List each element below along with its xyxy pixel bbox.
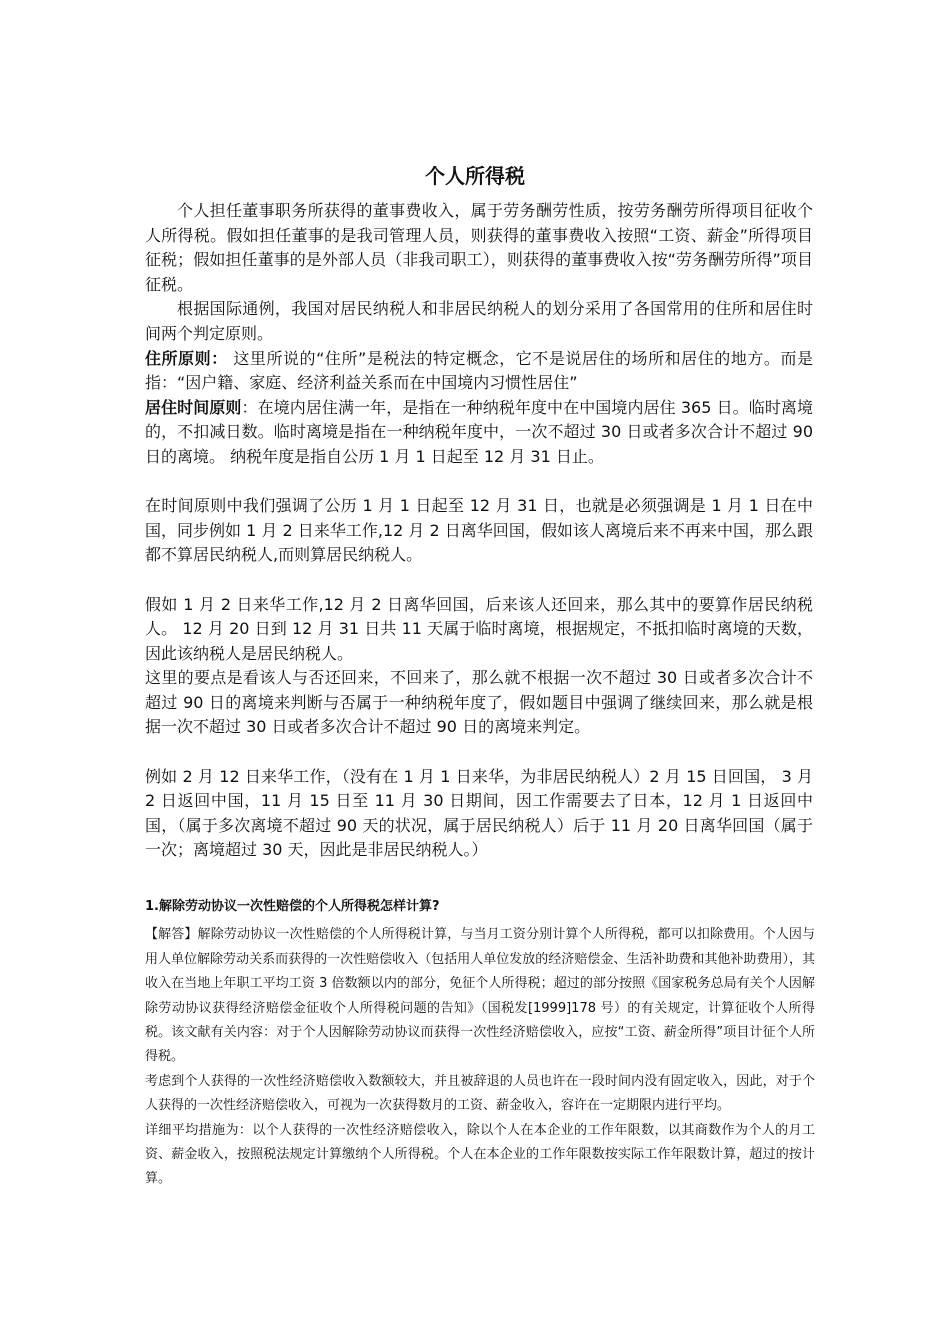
residence-time-principle-text: ：在境内居住满一年，是指在一种纳税年度中在中国境内居住 365 日。临时离境的，不扣减日数。临时离境是指在一种纳税年度中，一次不超过 30 日或者多次合计不超过 90 日的离境。 纳税年度是指自公历 1 月 1 日起至 12 月 31 日止。 bbox=[145, 397, 813, 466]
paragraph-japan-example: 例如 2 月 12 日来华工作，（没有在 1 月 1 日来华，为非居民纳税人）2 月 15 日回国， 3 月 2 日返回中国，11 月 15 日至 11 月 30 日期间，因工作需要去了日本，12 月 1 日返回中国，（属于多次离境不超过 90 天的状况，属于居民纳税人）后于 11 月 20 日离华回国（属于一次；离境超过 30 天，因此是非居民纳税人。） bbox=[145, 766, 813, 860]
qa-question: 1.解除劳动协议一次性赔偿的个人所得税怎样计算? bbox=[145, 899, 440, 914]
paragraph-director-fees: 个人担任董事职务所获得的董事费收入，属于劳务酬劳性质，按劳务酬劳所得项目征收个人所得税。假如担任董事的是我司管理人员，则获得的董事费收入按照“工资、薪金”所得项目征税；假如担任董事的是外部人员（非我司职工），则获得的董事费收入按“劳务酬劳所得”项目征税。 bbox=[145, 201, 813, 294]
document-title: 个人所得税 bbox=[425, 164, 525, 188]
paragraph-domicile-principle bbox=[145, 347, 813, 396]
qa-answer-1: 【解答】解除劳动协议一次性赔偿的个人所得税计算，与当月工资分别计算个人所得税，都可以扣除费用。个人因与用人单位解除劳动关系而获得的一次性赔偿收入（包括用人单位发放的经济赔偿金、生活补助费和其他补助费用），其收入在当地上年职工平均工资 3 倍数额以内的部分，免征个人所得税；超过的部分按照《国家税务总局有关个人因解除劳动协议获得经济赔偿金征收个人所得税问题的告知》（国税发[1999]178 号）的有关规定，计算征收个人所得税。该文献有关内容：对于个人因解除劳动协议而获得一次性经济赔偿收入，应按“工资、薪金所得”项目计征个人所得税。 bbox=[145, 927, 815, 1065]
spacer bbox=[145, 470, 813, 495]
qa-section bbox=[145, 895, 815, 1192]
paragraph-key-point: 这里的要点是看该人与否还回来，不回来了，那么就不根据一次不超过 30 日或者多次合计不超过 90 日的离境来判断与否属于一种纳税年度了，假如题目中强调了继续回来，那么就是根据一次不超过 30 日或者多次合计不超过 90 日的离境来判定。 bbox=[145, 668, 813, 737]
paragraph-return-example: 假如 1 月 2 日来华工作,12 月 2 日离华回国，后来该人还回来，那么其中的要算作居民纳税人。 12 月 20 日到 12 月 31 日共 11 天属于临时离境，根据规定，不抵扣临时离境的天数，因此该纳税人是居民纳税人。 bbox=[145, 594, 813, 663]
document-body bbox=[145, 199, 813, 863]
paragraph-time-principle-example: 在时间原则中我们强调了公历 1 月 1 日起至 12 月 31 日，也就是必须强调是 1 月 1 日在中国，同步例如 1 月 2 日来华工作,12 月 2 日离华回国，假如该人离境后来不再来中国，那么跟都不算居民纳税人,而则算居民纳税人。 bbox=[145, 496, 813, 565]
qa-answer-2: 考虑到个人获得的一次性经济赔偿收入数额较大，并且被辞退的人员也许在一段时间内没有固定收入，因此，对于个人获得的一次性经济赔偿收入，可视为一次获得数月的工资、薪金收入，容许在一定期限内进行平均。 bbox=[145, 1073, 815, 1114]
spacer bbox=[145, 740, 813, 765]
residence-time-principle-label: 居住时间原则 bbox=[145, 397, 242, 417]
paragraph-resident-criteria: 根据国际通例，我国对居民纳税人和非居民纳税人的划分采用了各国常用的住所和居住时间两个判定原则。 bbox=[145, 299, 813, 343]
paragraph-residence-time-principle bbox=[145, 396, 813, 470]
domicile-principle-text: 这里所说的“住所”是税法的特定概念，它不是说居住的场所和居住的地方。而是指：“因户籍、家庭、经济利益关系而在中国境内习惯性居住” bbox=[145, 348, 813, 393]
qa-answer-3: 详细平均措施为：以个人获得的一次性经济赔偿收入，除以个人在本企业的工作年限数，以其商数作为个人的月工资、薪金收入，按照税法规定计算缴纳个人所得税。个人在本企业的工作年限数按实际工作年限数计算，超过的按计算。 bbox=[145, 1122, 815, 1187]
spacer bbox=[145, 568, 813, 593]
domicile-principle-label: 住所原则： bbox=[145, 348, 228, 368]
